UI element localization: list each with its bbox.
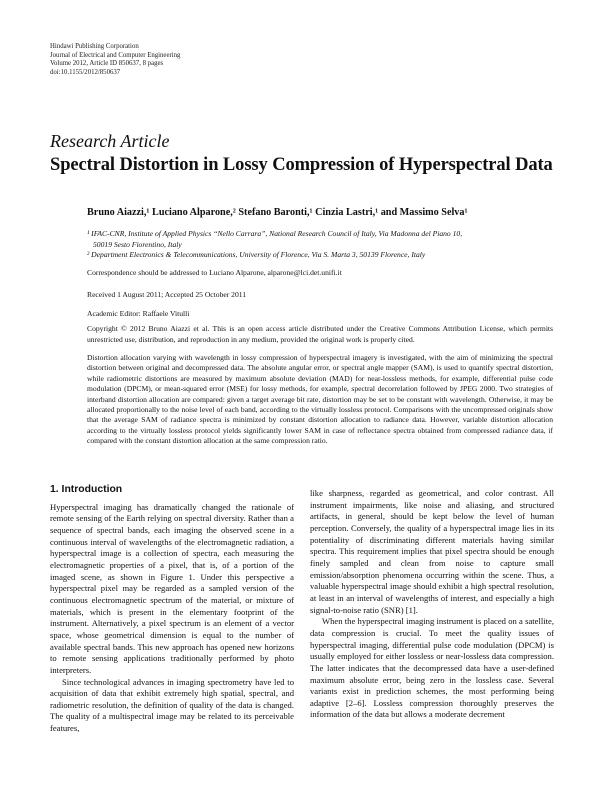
volume-info: Volume 2012, Article ID 850637, 8 pages [50, 60, 164, 68]
paragraph: Hyperspectral imaging has dramatically changed the rationale of remote sensing of the Earth relying on spectral diversity. Rather than a sequence of spectral bands, each imaging the observed scene in a continuous interval of wavelengths of the electromagnetic radiation, a hyperspectral image is a collection of spectra, each measuring the electromagnetic properties of a pixel, that is, of a portion of the imaged scene, as shown in Figure 1. Under this perspective a hyperspectral pixel may be regarded as a sampled version of the continuous electromagnetic spectrum of the material, or mixture of materials, which is present in the elementary footprint of the instrument. Alternatively, a pixel spectrum is an element of a vector space, whose geometrical dimension is equal to the number of available spectral bands. This new approach has opened new horizons to remote sensing applications traditionally performed by photo interpreters. [50, 501, 294, 675]
correspondence: Correspondence should be addressed to Luciano Alparone, alparone@lci.det.unifi.it [87, 268, 342, 277]
academic-editor: Academic Editor: Raffaele Vitulli [87, 309, 190, 318]
abstract: Distortion allocation varying with wavelength in lossy compression of hyperspectral imagery is investigated, with the aim of minimizing the spectral distortion between original and decompressed data. The absolute angular error, or spectral angle mapper (SAM), is used to quantify spectral distortion, while radiometric distortions are measured by maximum absolute deviation (MAD) for near-lossless methods, for example, differential pulse code modulation (DPCM), or mean-squared error (MSE) for lossy methods, for example, spectral decorrelation followed by JPEG 2000. Two strategies of interband distortion allocation are compared: given a target average bit rate, distortion may be set to be constant with wavelength. Otherwise, it may be allocated proportionally to the noise level of each band, according to the virtually lossless protocol. Comparisons with the uncompressed originals show that the average SAM of radiance spectra is minimized by constant distortion allocation to radiance data. However, variable distortion allocation according to the virtually lossless protocol yields significantly lower SAM in case of reflectance spectra obtained from compressed radiance data, if compared with the constant distortion allocation at the same compression ratio. [87, 353, 553, 446]
affiliation-2: ² Department Electronics & Telecommunications, University of Florence, Via S. Marta 3, 50139 Florence, Italy [87, 250, 426, 259]
right-column [310, 488, 554, 721]
left-column [50, 484, 294, 735]
authors: Bruno Aiazzi,¹ Luciano Alparone,² Stefano Baronti,¹ Cinzia Lastri,¹ and Massimo Selva¹ [87, 207, 468, 218]
publication-info [50, 43, 180, 77]
paper-title: Spectral Distortion in Lossy Compression of Hyperspectral Data [50, 155, 553, 175]
paragraph: When the hyperspectral imaging instrument is placed on a satellite, data compression is crucial. To meet the quality issues of hyperspectral imaging, differential pulse code modulation (DPCM) is usually employed for either lossless or near-lossless data compression. The latter indicates that the decompressed data have a user-defined maximum absolute error, being zero in the lossless case. Several variants exist in prediction schemes, the most performing being adaptive [2–6]. Lossless compression thoroughly preserves the information of the data but allows a moderate decrement [310, 616, 554, 720]
section-heading: 1. Introduction [50, 484, 123, 495]
doi: doi:10.1155/2012/850637 [50, 68, 121, 76]
affiliations [87, 229, 553, 261]
publisher: Hindawi Publishing Corporation [50, 43, 139, 50]
paragraph: like sharpness, regarded as geometrical, and color contrast. All instrument impairments, like noise and aliasing, and structured artifacts, in general, should be kept below the level of human perception. Conversely, the quality of a hyperspectral image lies in its potentiality of discriminating different materials having similar spectra. This requirement implies that pixel spectra should be enough finely sampled and clean from noise to capture small emission/absorption phenomena occurring within the scene. Thus, a valuable hyperspectral image should exhibit a high spectral resolution, at least in an interval of wavelengths of interest, and especially a high signal-to-noise ratio (SNR) [1]. [310, 488, 554, 615]
received-accepted-dates: Received 1 August 2011; Accepted 25 October 2011 [87, 290, 247, 299]
affiliation-1-cont: 50019 Sesto Fiorentino, Italy [93, 239, 182, 249]
article-type: Research Article [50, 131, 170, 151]
journal-name: Journal of Electrical and Computer Engineering [50, 51, 181, 59]
copyright-notice: Copyright © 2012 Bruno Aiazzi et al. This is an open access article distributed under the Creative Commons Attribution License, which permits unrestricted use, distribution, and reproduction in any medium, provided the original work is properly cited. [87, 324, 553, 344]
paragraph: Since technological advances in imaging spectrometry have led to acquisition of data that exhibit extremely high spatial, spectral, and radiometric resolution, the definition of quality of the data is changed. The quality of a multispectral image may be related to its perceivable features, [50, 676, 294, 734]
affiliation-1: ¹ IFAC-CNR, Institute of Applied Physics “Nello Carrara”, National Research Council of Italy, Via Madonna del Piano 10, [87, 229, 463, 238]
